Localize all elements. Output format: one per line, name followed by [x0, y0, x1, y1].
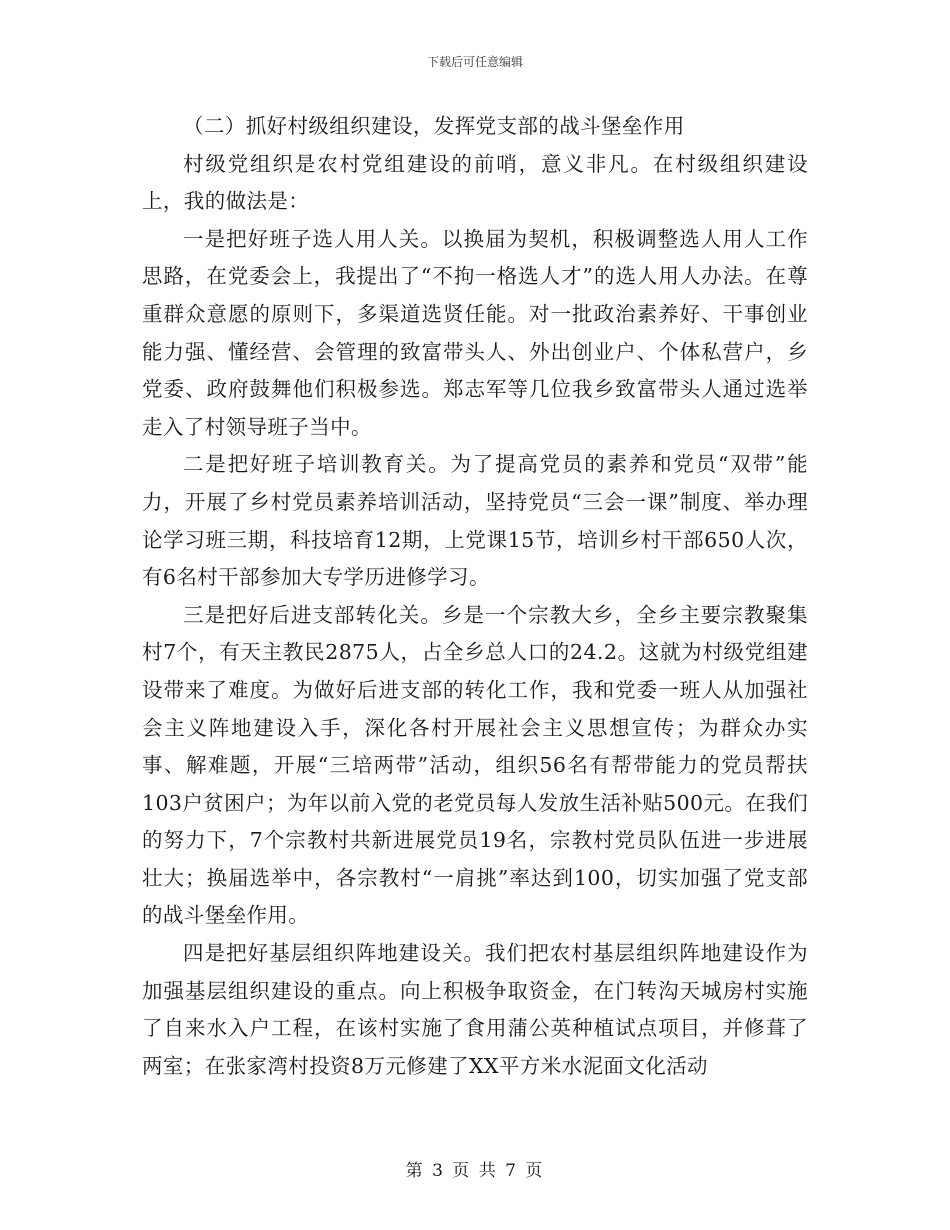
page-header-note: 下载后可任意编辑	[426, 55, 523, 69]
paragraph-intro: 村级党组织是农村党组建设的前哨，意义非凡。在村级组织建设上，我的做法是：	[142, 151, 808, 214]
paragraph-point-2: 二是把好班子培训教育关。为了提高党员的素养和党员“双带”能力，开展了乡村党员素养培训活动，坚持党员“三会一课”制度、举办理论学习班三期，科技培育12期，上党课15节，培训乡村干部650人次，有6名村干部参加大专学历进修学习。	[142, 452, 808, 590]
document-body	[142, 108, 808, 1085]
paragraph-point-4: 四是把好基层组织阵地建设关。我们把农村基层组织阵地建设作为加强基层组织建设的重点。向上积极争取资金，在门转沟天城房村实施了自来水入户工程，在该村实施了食用蒲公英种植试点项目，并修葺了两室；在张家湾村投资8万元修建了XX平方米水泥面文化活动	[142, 941, 808, 1078]
page-number-footer: 第 3 页 共 7 页	[405, 1161, 545, 1181]
paragraph-point-3: 三是把好后进支部转化关。乡是一个宗教大乡，全乡主要宗教聚集村7个，有天主教民2875人，占全乡总人口的24.2。这就为村级党组建设带来了难度。为做好后进支部的转化工作，我和党委一班人从加强社会主义阵地建设入手，深化各村开展社会主义思想宣传；为群众办实事、解难题，开展“三培两带”活动，组织56名有帮带能力的党员帮扶103户贫困户；为年以前入党的老党员每人发放生活补贴500元。在我们的努力下，7个宗教村共新进展党员19名，宗教村党员队伍进一步进展壮大；换届选举中，各宗教村“一肩挑”率达到100，切实加强了党支部的战斗堡垒作用。	[142, 602, 808, 928]
paragraph-point-1: 一是把好班子选人用人关。以换届为契机，积极调整选人用人工作思路，在党委会上，我提出了“不拘一格选人才”的选人用人办法。在尊重群众意愿的原则下，多渠道选贤任能。对一批政治素养好、干事创业能力强、懂经营、会管理的致富带头人、外出创业户、个体私营户，乡党委、政府鼓舞他们积极参选。郑志军等几位我乡致富带头人通过选举走入了村领导班子当中。	[142, 226, 808, 439]
section-heading: （二）抓好村级组织建设，发挥党支部的战斗堡垒作用	[183, 114, 685, 138]
